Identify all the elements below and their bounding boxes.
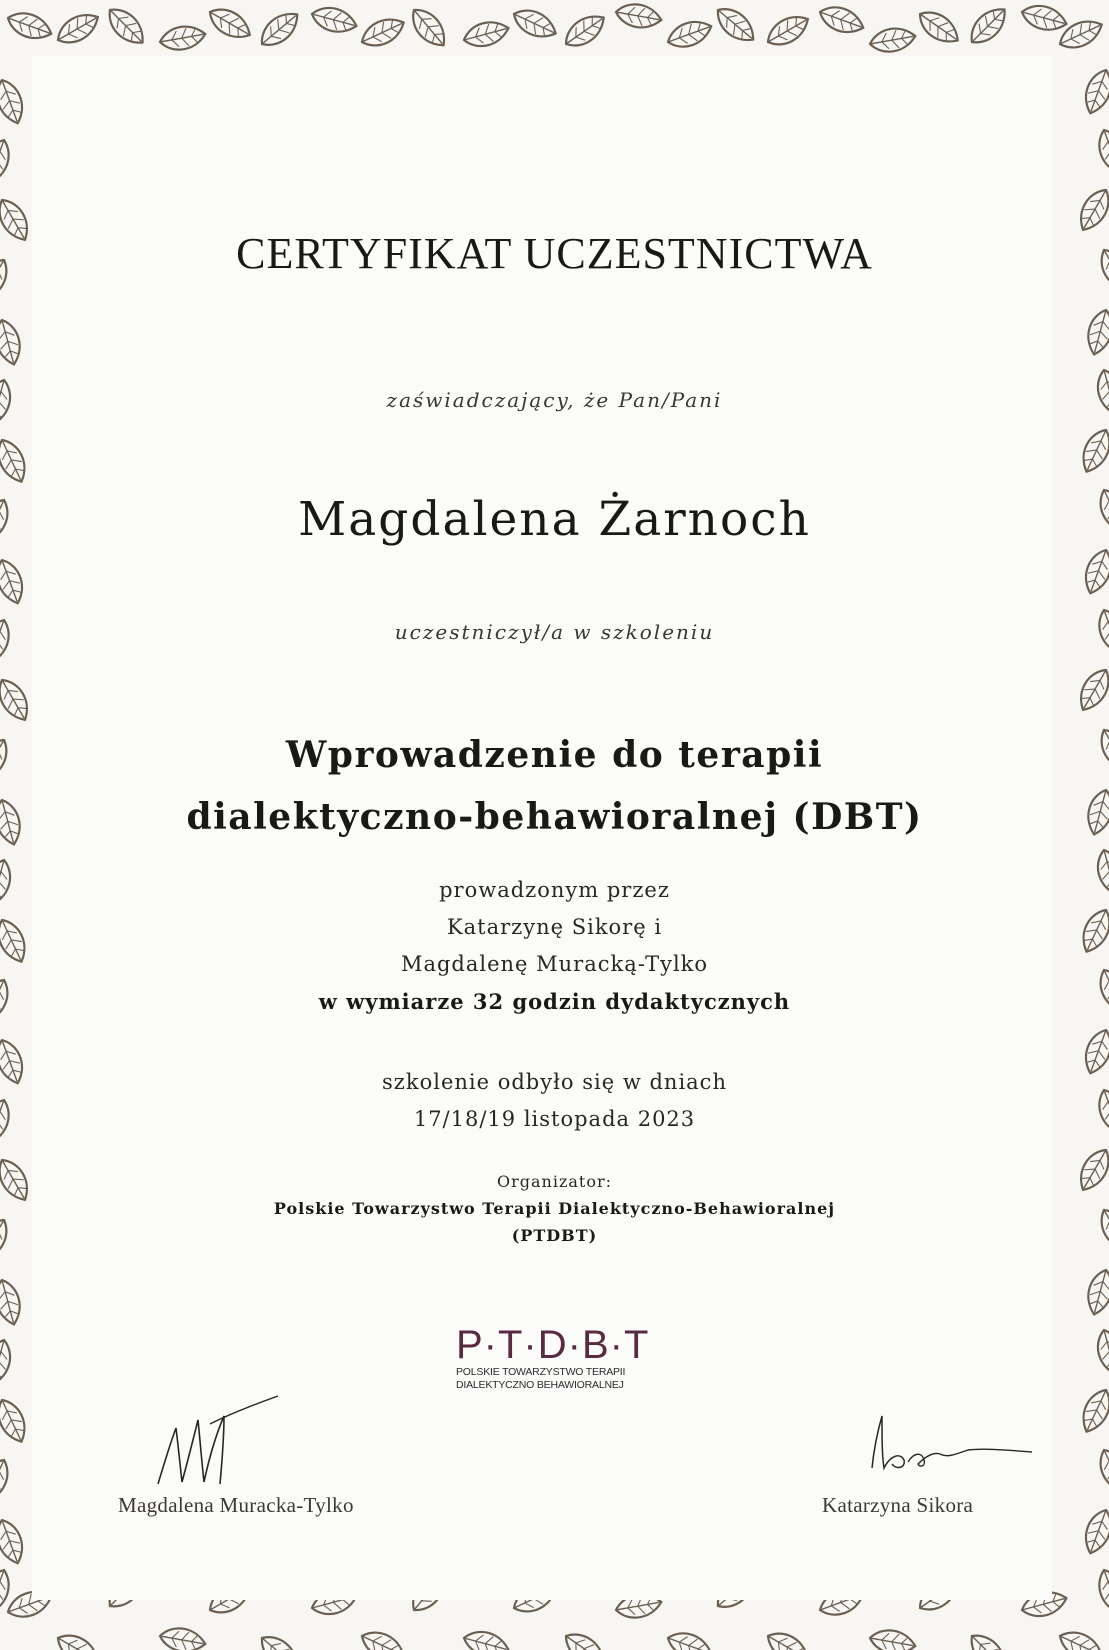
hours-text: w wymiarze 32 godzin dydaktycznych: [318, 989, 791, 1014]
course-title: [0, 724, 1109, 848]
signatory-left-name: Magdalena Muracka-Tylko: [118, 1493, 354, 1517]
logo-subtitle-line2: DIALEKTYCZNO BEHAWIORALNEJ: [456, 1379, 624, 1391]
course-title-line2: dialektyczno-behawioralnej (DBT): [186, 796, 923, 838]
signature-left: [150, 1384, 290, 1494]
signature-right: [860, 1408, 1040, 1478]
ptdbt-logo: [456, 1324, 656, 1392]
organizer-abbr: (PTDBT): [511, 1226, 598, 1245]
instructor-1: Katarzynę Sikorę i: [446, 915, 663, 939]
organizer-label: Organizator:: [496, 1172, 613, 1191]
intro-text: zaświadczający, że Pan/Pani: [386, 388, 723, 412]
logo-subtitle-line1: POLSKIE TOWARZYSTWO TERAPII: [456, 1366, 626, 1378]
attended-text: uczestniczył/a w szkoleniu: [394, 620, 715, 644]
instructors-block: [0, 872, 1109, 1020]
led-by-label: prowadzonym przez: [439, 878, 670, 902]
organizer-block: [0, 1168, 1109, 1249]
organizer-name: Polskie Towarzystwo Terapii Dialektyczno-Behawioralnej: [273, 1199, 836, 1218]
certificate-title: CERTYFIKAT UCZESTNICTWA: [236, 229, 873, 278]
logo-mark: P·T·D·B·T: [456, 1323, 650, 1367]
course-title-line1: Wprowadzenie do terapii: [285, 734, 824, 776]
instructor-2: Magdalenę Muracką-Tylko: [400, 952, 709, 976]
signatory-right-name: Katarzyna Sikora: [822, 1493, 974, 1517]
dates-value: 17/18/19 listopada 2023: [413, 1107, 696, 1131]
dates-label: szkolenie odbyło się w dniach: [382, 1070, 727, 1094]
dates-block: [0, 1064, 1109, 1138]
participant-name: Magdalena Żarnoch: [298, 492, 811, 547]
